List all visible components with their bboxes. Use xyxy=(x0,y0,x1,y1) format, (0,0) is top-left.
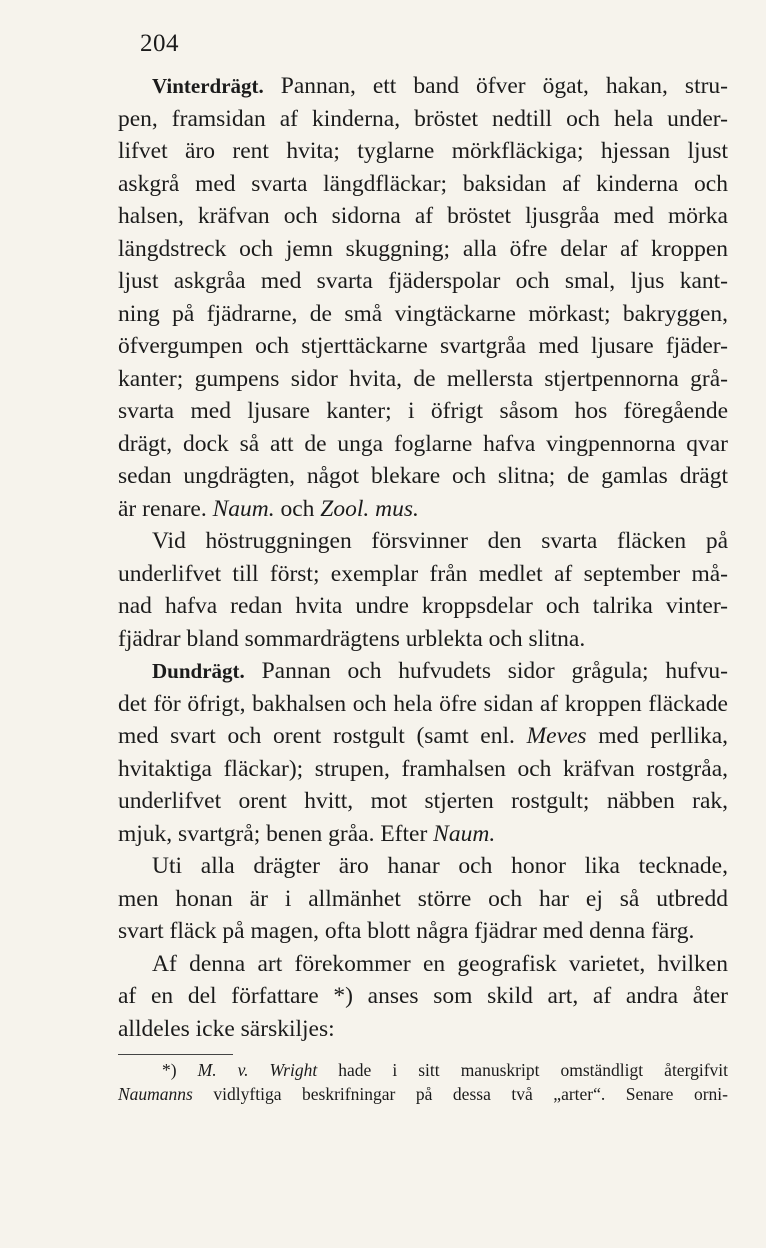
italic-reference: M. v. Wright xyxy=(197,1060,318,1080)
text-run: hade i sitt manuskript omständligt återgifvit xyxy=(317,1060,728,1080)
text-line xyxy=(118,623,728,656)
paragraph xyxy=(118,70,728,525)
text-run: mjuk, svartgrå; benen gråa. Efter xyxy=(118,820,434,847)
text-line xyxy=(118,948,728,981)
text-run: öfvergumpen och stjerttäckarne svartgråa med ljusare fjäder- xyxy=(118,333,728,359)
text-line xyxy=(118,330,728,363)
section-heading: Vinterdrägt. xyxy=(152,74,264,98)
text-line xyxy=(118,460,728,493)
text-run: pen, framsidan af kinderna, bröstet nedtill och hela under- xyxy=(118,105,728,132)
paragraph xyxy=(118,525,728,655)
body-text xyxy=(118,70,728,1045)
text-line xyxy=(118,818,728,851)
text-run: med svart och orent rostgult (samt enl. xyxy=(118,723,527,749)
paragraph xyxy=(118,850,728,948)
text-run: Af denna art förekommer en geografisk varietet, hvilken xyxy=(152,950,728,977)
text-run: drägt, dock så att de unga foglarne hafva vingpennorna qvar xyxy=(118,430,728,457)
footnote-line xyxy=(118,1058,728,1082)
italic-reference: Meves xyxy=(526,723,587,749)
text-line xyxy=(118,363,728,396)
page-number: 204 xyxy=(140,30,179,57)
text-run: lifvet äro rent hvita; tyglarne mörkfläckiga; hjessan ljust xyxy=(118,138,728,164)
text-line xyxy=(118,135,728,168)
text-line xyxy=(118,655,728,688)
italic-reference: Naum. xyxy=(433,820,496,847)
text-run: underlifvet orent hvitt, mot stjerten rostgult; näbben rak, xyxy=(118,788,728,814)
text-run: Pannan och hufvudets sidor grågula; hufvu- xyxy=(244,658,728,684)
text-line xyxy=(118,395,728,428)
text-run: ning på fjädrarne, de små vingtäckarne mörkast; bakryggen, xyxy=(118,300,728,327)
text-line xyxy=(118,200,728,233)
footnote xyxy=(118,1058,728,1106)
text-run: alldeles icke särskiljes: xyxy=(118,1015,335,1042)
text-line xyxy=(118,688,728,721)
footnote-line xyxy=(118,1082,728,1106)
text-run: ljust askgråa med svarta fjäderspolar och smal, ljus kant- xyxy=(118,268,728,294)
text-line xyxy=(118,980,728,1013)
text-run: är renare. xyxy=(118,495,213,522)
text-line xyxy=(118,1013,728,1046)
text-run: af en del författare *) anses som skild art, af andra åter xyxy=(118,983,728,1009)
text-line xyxy=(118,233,728,266)
text-run: Vid höstruggningen försvinner den svarta fläcken på xyxy=(152,528,728,554)
text-run: det för öfrigt, bakhalsen och hela öfre sidan af kroppen fläckade xyxy=(118,690,728,717)
text-run: Uti alla drägter äro hanar och honor lika tecknade, xyxy=(152,853,728,879)
text-run: halsen, kräfvan och sidorna af bröstet ljusgråa med mörka xyxy=(118,203,728,229)
text-run: kanter; gumpens sidor hvita, de mellersta stjertpennorna grå- xyxy=(118,365,728,392)
text-run: svart fläck på magen, ofta blott några fjädrar med denna färg. xyxy=(118,918,695,944)
text-line xyxy=(118,298,728,331)
italic-reference: Naum. xyxy=(212,495,275,522)
text-run: underlifvet till först; exemplar från medlet af september må- xyxy=(118,560,728,587)
paragraph xyxy=(118,655,728,850)
footnote-rule xyxy=(118,1054,233,1055)
text-run: hvitaktiga fläckar); strupen, framhalsen och kräfvan rostgråa, xyxy=(118,755,728,782)
paragraph xyxy=(118,948,728,1046)
text-run: Pannan, ett band öfver ögat, hakan, stru- xyxy=(263,73,728,99)
text-line xyxy=(118,168,728,201)
text-run: sedan ungdrägten, något blekare och slitna; de gamlas drägt xyxy=(118,463,728,489)
text-line xyxy=(118,785,728,818)
text-run: svarta med ljusare kanter; i öfrigt såsom hos föregående xyxy=(118,398,728,424)
text-line xyxy=(118,915,728,948)
text-line xyxy=(118,103,728,136)
text-run: *) xyxy=(162,1060,198,1080)
text-line xyxy=(118,70,728,103)
text-run: och xyxy=(274,495,321,522)
text-run: fjädrar bland sommardrägtens urblekta och slitna. xyxy=(118,625,586,652)
text-line xyxy=(118,493,728,526)
text-line xyxy=(118,265,728,298)
text-line xyxy=(118,525,728,558)
section-heading: Dundrägt. xyxy=(152,659,245,683)
text-run: längdstreck och jemn skuggning; alla öfre delar af kroppen xyxy=(118,235,728,262)
text-run: askgrå med svarta längdfläckar; baksidan af kinderna och xyxy=(118,170,728,197)
text-line xyxy=(118,850,728,883)
text-line xyxy=(118,753,728,786)
italic-reference: Naumanns xyxy=(118,1084,193,1104)
text-line xyxy=(118,558,728,591)
text-run: men honan är i allmänhet större och har ej så utbredd xyxy=(118,885,728,912)
text-line xyxy=(118,590,728,623)
text-line xyxy=(118,428,728,461)
text-run: vidlyftiga beskrifningar på dessa två „arter“. Senare orni- xyxy=(192,1084,728,1104)
text-run: nad hafva redan hvita undre kroppsdelar och talrika vinter- xyxy=(118,593,728,619)
text-line xyxy=(118,720,728,753)
text-line xyxy=(118,883,728,916)
italic-reference: Zool. mus. xyxy=(320,495,419,522)
text-run: med perllika, xyxy=(586,723,728,749)
